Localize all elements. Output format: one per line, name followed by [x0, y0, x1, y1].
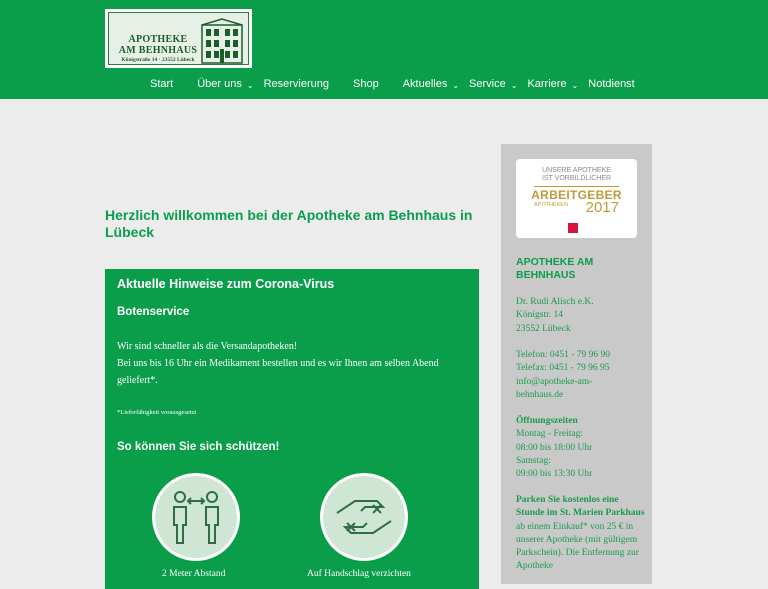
- address-line: Dr. Rudi Alisch e.K.: [516, 297, 594, 307]
- delivery-text-1: Wir sind schneller als die Versandapotheken!: [117, 341, 298, 352]
- logo-frame: [108, 12, 249, 65]
- nav-item-ueber-uns[interactable]: [197, 78, 253, 90]
- email-link[interactable]: [516, 377, 592, 400]
- hours-line: 08:00 bis 18:00 Uhr: [516, 442, 593, 453]
- sidebar-title: APOTHEKE AM BEHNHAUS: [516, 256, 594, 281]
- parking-details: ab einem Einkauf* von 25 € in unserer Apotheke (mit gültigem Parkschein). Die Entfernung zur Apotheke: [516, 521, 639, 572]
- people-distance-icon: [166, 487, 226, 547]
- award-logo-icon: [568, 223, 578, 233]
- nav-item-service[interactable]: [469, 78, 517, 90]
- nav-label: Karriere: [527, 78, 567, 90]
- nav-label: Aktuelles: [402, 78, 448, 90]
- parking-info: [516, 494, 648, 574]
- handshake-caption: Auf Handschlag verzichten: [307, 569, 411, 579]
- address-line: 23552 Lübeck: [516, 323, 571, 334]
- award-headline: ARBEITGEBER: [531, 188, 622, 202]
- fax-number: Telefax: 0451 - 79 96 95: [516, 363, 610, 374]
- phone-number[interactable]: Telefon: 0451 - 79 96 90: [516, 350, 611, 360]
- nav-item-start[interactable]: [150, 78, 173, 90]
- main-navigation: [140, 75, 635, 93]
- opening-hours: [516, 415, 648, 481]
- nav-label: Über uns: [197, 78, 242, 90]
- chevron-down-icon[interactable]: ⌄: [510, 81, 518, 90]
- nav-item-karriere[interactable]: [527, 78, 578, 90]
- award-line-2: IST VORBILDLICHER: [541, 175, 612, 182]
- chevron-down-icon[interactable]: ⌄: [246, 81, 254, 90]
- corona-info-box: [105, 269, 479, 589]
- parking-headline: Parken Sie kostenlos eine Stunde im St. Marien Parkhaus: [516, 495, 645, 519]
- employer-award-badge[interactable]: [516, 159, 637, 238]
- chevron-down-icon[interactable]: ⌄: [571, 81, 579, 90]
- delivery-subtitle: Botenservice: [117, 306, 190, 318]
- address-block: [516, 296, 648, 336]
- no-handshake-icon: [333, 487, 395, 547]
- corona-title: Aktuelle Hinweise zum Corona-Virus: [117, 277, 335, 291]
- nav-label: Reservierung: [263, 78, 329, 90]
- delivery-footnote: *Lieferfähigkeit vorausgesetzt: [117, 409, 197, 416]
- sidebar: [501, 144, 652, 584]
- nav-item-aktuelles[interactable]: [403, 78, 459, 90]
- logo-text: [113, 35, 203, 64]
- nav-label: Shop: [353, 78, 379, 90]
- logo-line-3: Königstraße 14 · 23552 Lübeck: [121, 57, 195, 63]
- address-line: Königstr. 14: [516, 310, 563, 321]
- nav-item-reservierung[interactable]: [264, 78, 329, 90]
- hours-line: Samstag:: [516, 455, 551, 466]
- nav-item-shop[interactable]: [353, 78, 379, 90]
- email-part-1[interactable]: info@apotheke-am-: [516, 376, 593, 387]
- nav-label: Service: [469, 78, 506, 90]
- hours-line: Montag - Freitag:: [516, 429, 584, 440]
- nav-label: Start: [150, 78, 174, 90]
- pharmacy-logo[interactable]: [105, 9, 252, 68]
- distance-illustration: [152, 473, 240, 561]
- nav-label: Notdienst: [588, 78, 635, 90]
- site-header: [0, 0, 768, 99]
- welcome-heading: Herzlich willkommen bei der Apotheke am Behnhaus in Lübeck: [105, 207, 473, 240]
- logo-line-1: APOTHEKE: [128, 34, 188, 45]
- contact-block: [516, 349, 648, 402]
- building-icon: [200, 17, 244, 65]
- email-part-2[interactable]: behnhaus.de: [516, 389, 564, 400]
- hours-line: 09:00 bis 13:30 Uhr: [516, 469, 593, 480]
- distance-caption: 2 Meter Abstand: [162, 569, 226, 579]
- chevron-down-icon[interactable]: ⌄: [452, 81, 460, 90]
- award-line-1: UNSERE APOTHEKE: [542, 167, 611, 174]
- handshake-illustration: [320, 473, 408, 561]
- award-sub: APOTHEKEN: [534, 202, 568, 208]
- award-intro: [516, 167, 637, 183]
- logo-line-2: AM BEHNHAUS: [118, 44, 198, 56]
- nav-item-notdienst[interactable]: [588, 78, 634, 90]
- protection-title: So können Sie sich schützen!: [117, 441, 280, 453]
- hours-title: Öffnungszeiten: [516, 416, 578, 426]
- delivery-text-2: Bei uns bis 16 Uhr ein Medikament bestellen und es wir Ihnen am selben Abend geliefert*.: [117, 358, 439, 386]
- award-year: 2017: [585, 199, 619, 216]
- award-divider: [534, 186, 619, 187]
